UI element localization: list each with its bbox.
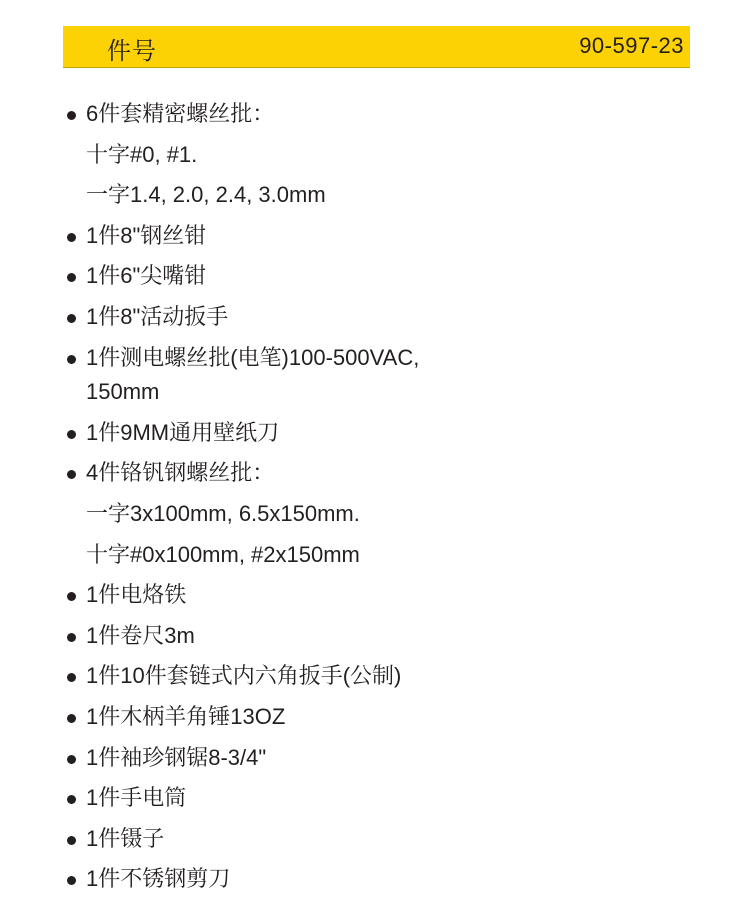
list-item-text: 1件手电筒: [86, 785, 187, 811]
contents-list: [66, 94, 686, 900]
list-item: [66, 656, 686, 697]
list-item: [66, 778, 686, 819]
list-item-text: 1件袖珍钢锯8-3/4": [86, 744, 267, 770]
bullet-icon: [67, 633, 76, 642]
list-item-text: 1件测电螺丝批(电笔)100-500VAC,: [86, 344, 420, 370]
list-item-text: 150mm: [86, 379, 160, 405]
bullet-icon: [67, 673, 76, 682]
list-item: [66, 819, 686, 860]
list-item-text: 一字3x100mm, 6.5x150mm.: [86, 500, 360, 526]
list-subitem: [66, 135, 686, 176]
list-item-text: 1件卷尺3m: [86, 622, 195, 648]
bullet-icon: [67, 470, 76, 479]
list-item-text: 一字1.4, 2.0, 2.4, 3.0mm: [86, 182, 326, 208]
list-item-continuation: [66, 372, 686, 413]
bullet-icon: [67, 314, 76, 323]
part-number-value: 90-597-23: [579, 33, 684, 58]
list-item-text: 1件9MM通用壁纸刀: [86, 419, 280, 445]
list-item: [66, 616, 686, 657]
list-item-text: 1件镊子: [86, 825, 165, 851]
bullet-icon: [67, 233, 76, 242]
list-item: [66, 216, 686, 257]
list-item-text: 十字#0, #1.: [86, 141, 198, 167]
part-number-label: 件号: [107, 38, 157, 65]
bullet-icon: [67, 714, 76, 723]
list-item: [66, 859, 686, 900]
part-number-header: [63, 26, 690, 68]
bullet-icon: [67, 355, 76, 364]
bullet-icon: [67, 876, 76, 885]
bullet-icon: [67, 755, 76, 764]
bullet-icon: [67, 273, 76, 282]
list-item-text: 1件8"钢丝钳: [86, 222, 207, 248]
list-item-text: 1件不锈钢剪刀: [86, 866, 231, 892]
list-item-text: 1件6"尖嘴钳: [86, 263, 207, 289]
list-item-text: 1件木柄羊角锤13OZ: [86, 703, 286, 729]
list-item: [66, 453, 686, 494]
list-item: [66, 94, 686, 135]
bullet-icon: [67, 836, 76, 845]
bullet-icon: [67, 111, 76, 120]
list-subitem: [66, 535, 686, 576]
list-item-text: 十字#0x100mm, #2x150mm: [86, 541, 360, 567]
bullet-icon: [67, 795, 76, 804]
list-item: [66, 413, 686, 454]
list-item-text: 1件8"活动扳手: [86, 303, 229, 329]
list-item: [66, 575, 686, 616]
bullet-icon: [67, 430, 76, 439]
list-item-text: 1件10件套链式内六角扳手(公制): [86, 663, 402, 689]
list-subitem: [66, 494, 686, 535]
list-item-text: 4件铬钒钢螺丝批：: [86, 460, 275, 486]
bullet-icon: [67, 592, 76, 601]
list-item: [66, 738, 686, 779]
list-subitem: [66, 175, 686, 216]
list-item: [66, 697, 686, 738]
list-item: [66, 297, 686, 338]
list-item: [66, 256, 686, 297]
list-item-text: 1件电烙铁: [86, 582, 187, 608]
list-item-text: 6件套精密螺丝批：: [86, 101, 275, 126]
